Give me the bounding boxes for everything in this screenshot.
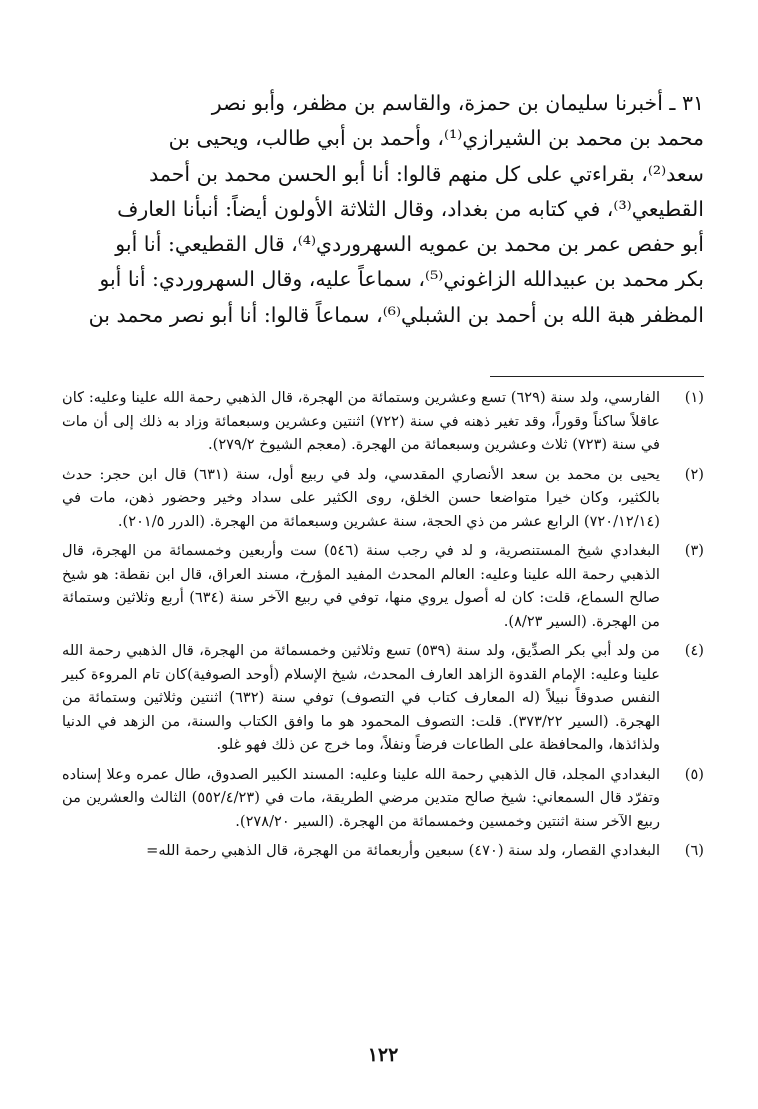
footnote — [62, 463, 704, 534]
footnote — [62, 839, 704, 863]
main-text — [62, 86, 704, 333]
main-line: المظفر هبة الله بن أحمد بن الشبلي⁽⁶⁾، سماعاً قالوا: أنا أبو نصر محمد بن — [88, 302, 704, 327]
main-line: محمد بن محمد بن الشيرازي⁽¹⁾، وأحمد بن أبي طالب، ويحيى بن — [168, 126, 704, 151]
footnote-separator — [490, 376, 704, 377]
main-line: أبو حفص عمر بن محمد بن عمويه السهروردي⁽⁴⁾، قال القطيعي: أنا أبو — [115, 232, 704, 257]
footnote-text: البغدادي شيخ المستنصرية، و لد في رجب سنة (٥٤٦) ست وأربعين وخمسمائة من الهجرة، قال الذهبي رحمة الله علينا وعليه: العالم المحدث المفيد المؤرخ، مسند العراق، قال ابن نقطة: هو شيخ صالح السماع، قلت: كان له أصول يروي منها، توفي في ربيع الآخر سنة (٦٣٤) أربع وثلاثين وستمائة من الهجرة. (السير ٨/٢٣). — [62, 542, 660, 630]
footnote — [62, 639, 704, 757]
footnote-number: (٦) — [684, 842, 704, 859]
book-page — [62, 86, 704, 1086]
footnote-text: الفارسي، ولد سنة (٦٢٩) تسع وعشرين وستمائة من الهجرة، قال الذهبي رحمة الله علينا وعليه: كان عاقلاً ساكناً وقوراً، وقد تغير ذهنه في سنة (٧٢٢) اثنتين وعشرين وسبعمائة وزاد به ذلك إلى أن مات في سنة (٧٢٣) ثلاث وعشرين وسبعمائة من الهجرة. (معجم الشيوخ ٢٧٩/٢). — [62, 389, 660, 453]
main-line: بكر محمد بن عبيدالله الزاغوني⁽⁵⁾، سماعاً عليه، وقال السهروردي: أنا أبو — [99, 267, 704, 292]
main-line: ٣١ ـ أخبرنا سليمان بن حمزة، والقاسم بن مظفر، وأبو نصر — [211, 91, 704, 115]
footnote-number: (٤) — [684, 642, 704, 659]
footnote — [62, 539, 704, 633]
footnote-text: يحيى بن محمد بن سعد الأنصاري المقدسي، ولد في ربيع أول، سنة (٦٣١) قال ابن حجر: حدث بالكثير، وكان خيرا متواضعا حسن الخلق، روى الكثير على سداد وخير وحضور ذهن، مات في (٧٢٠/١٢/١٤) الرابع عشر من ذي الحجة، سنة عشرين وسبعمائة من الهجرة. (الدرر ٢٠١/٥). — [62, 465, 660, 530]
page-number: ١٢٢ — [367, 1044, 399, 1066]
main-line: سعد⁽²⁾، بقراءتي على كل منهم قالوا: أنا أبو الحسن محمد بن أحمد — [149, 161, 704, 186]
footnote-number: (٢) — [684, 465, 704, 483]
footnotes — [62, 386, 704, 869]
footnote-text: البغدادي المجلد، قال الذهبي رحمة الله علينا وعليه: المسند الكبير الصدوق، طال عمره وعلا إسناده وتفرّد قال السمعاني: شيخ صالح متدين مرضي الطريقة، مات في (٥٥٢/٤/٢٣) الثالث والعشرين من ربيع الآخر سنة اثنتين وخمسين وخمسمائة من الهجرة. (السير ٢٧٨/٢٠). — [62, 765, 660, 830]
footnote — [62, 386, 704, 457]
footnote-number: (٥) — [684, 765, 704, 783]
footnote-text: من ولد أبي بكر الصدِّيق، ولد سنة (٥٣٩) تسع وثلاثين وخمسمائة من الهجرة، قال الذهبي رحمة الله علينا وعليه: الإمام القدوة الزاهد العارف المحدث، شيخ الإسلام (أوحد الصوفية)كان تام المروءة كبير النفس صدوقاً نبيلاً (له المعارف كتاب في التصوف) توفي سنة (٦٣٢) اثنتين وثلاثين وستمائة من الهجرة. (السير ٣٧٣/٢٢). قلت: التصوف المحمود هو ما وافق الكتاب والسنة، من الزهد في الدنيا ولذائذها، والمحافظة على الطاعات فرضاً ونفلاً، وما خرج عن ذلك فهو غلو. — [62, 642, 661, 753]
main-line: القطيعي⁽³⁾، في كتابه من بغداد، وقال الثلاثة الأولون أيضاً: أنبأنا العارف — [117, 196, 704, 221]
footnote-number: (١) — [684, 389, 704, 406]
footnote-text: البغدادي القصار، ولد سنة (٤٧٠) سبعين وأربعمائة من الهجرة، قال الذهبي رحمة الله= — [146, 842, 660, 859]
footnote-number: (٣) — [684, 542, 704, 559]
footnote — [62, 763, 704, 834]
